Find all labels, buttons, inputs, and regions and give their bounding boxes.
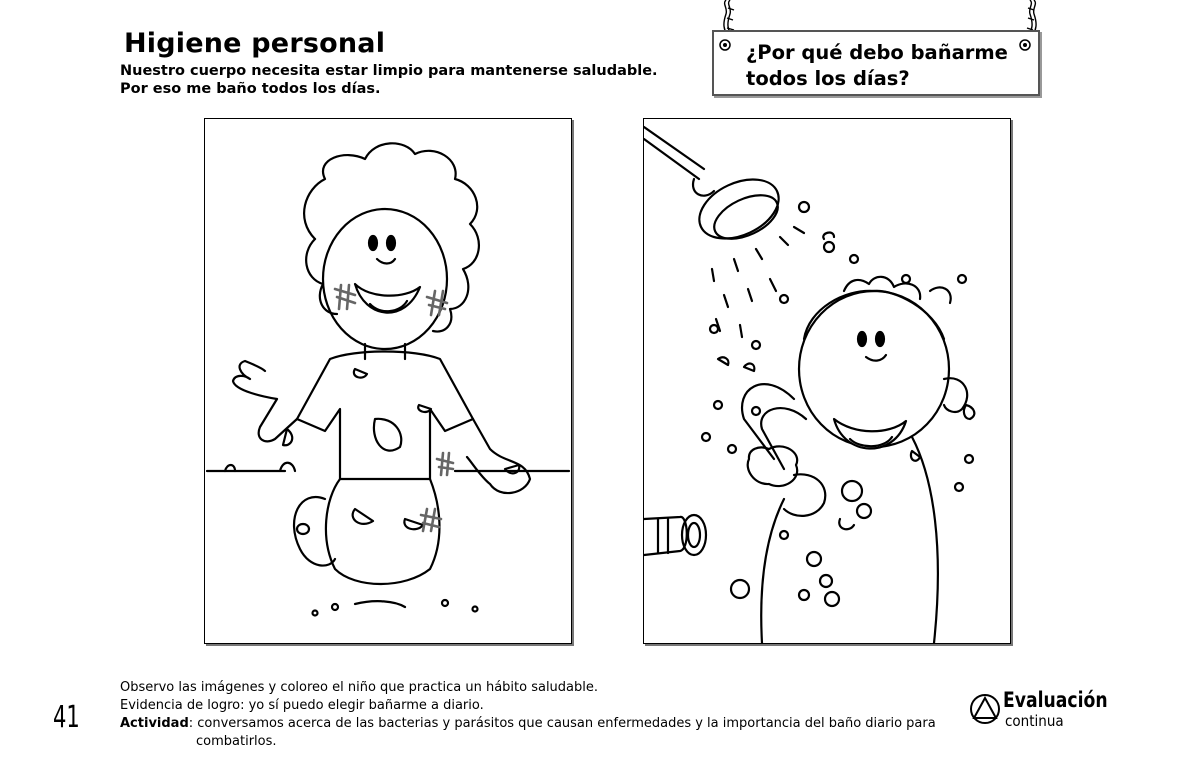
dirty-child-panel [204, 118, 572, 644]
page-title: Higiene personal [124, 28, 386, 59]
activity-description: : conversamos acerca de las bacterias y parásitos que causan enfermedades y la importancia del baño diario para [188, 716, 936, 731]
evidence-text: Evidencia de logro: yo sí puedo elegir bañarme a diario. [120, 698, 484, 713]
sign-line-2: todos los días? [746, 67, 910, 90]
brand-word-2: continua [1005, 712, 1064, 730]
activity-text [120, 715, 960, 733]
sign-line-1: ¿Por qué debo bañarme [746, 41, 1008, 64]
sign-nails-icon [714, 32, 1038, 94]
intro-text: Nuestro cuerpo necesita estar limpio para mantenerse saludable. Por eso me baño todos los días. [120, 63, 658, 97]
evaluacion-continua-logo [968, 690, 1118, 730]
shower-child-panel [643, 118, 1011, 644]
activity-continuation: combatirlos. [196, 734, 277, 749]
footer-instructions [120, 679, 960, 751]
instruction-text: Observo las imágenes y coloreo el niño que practica un hábito saludable. [120, 680, 599, 695]
triangle-circle-icon [968, 692, 1002, 726]
sign-board [712, 30, 1040, 96]
dirty-child-icon [205, 119, 571, 643]
page-number: 41 [53, 700, 80, 735]
question-sign [712, 0, 1040, 96]
shower-child-icon [644, 119, 1010, 643]
activity-label: Actividad [120, 716, 189, 731]
brand-word-1: Evaluación [1003, 688, 1108, 712]
